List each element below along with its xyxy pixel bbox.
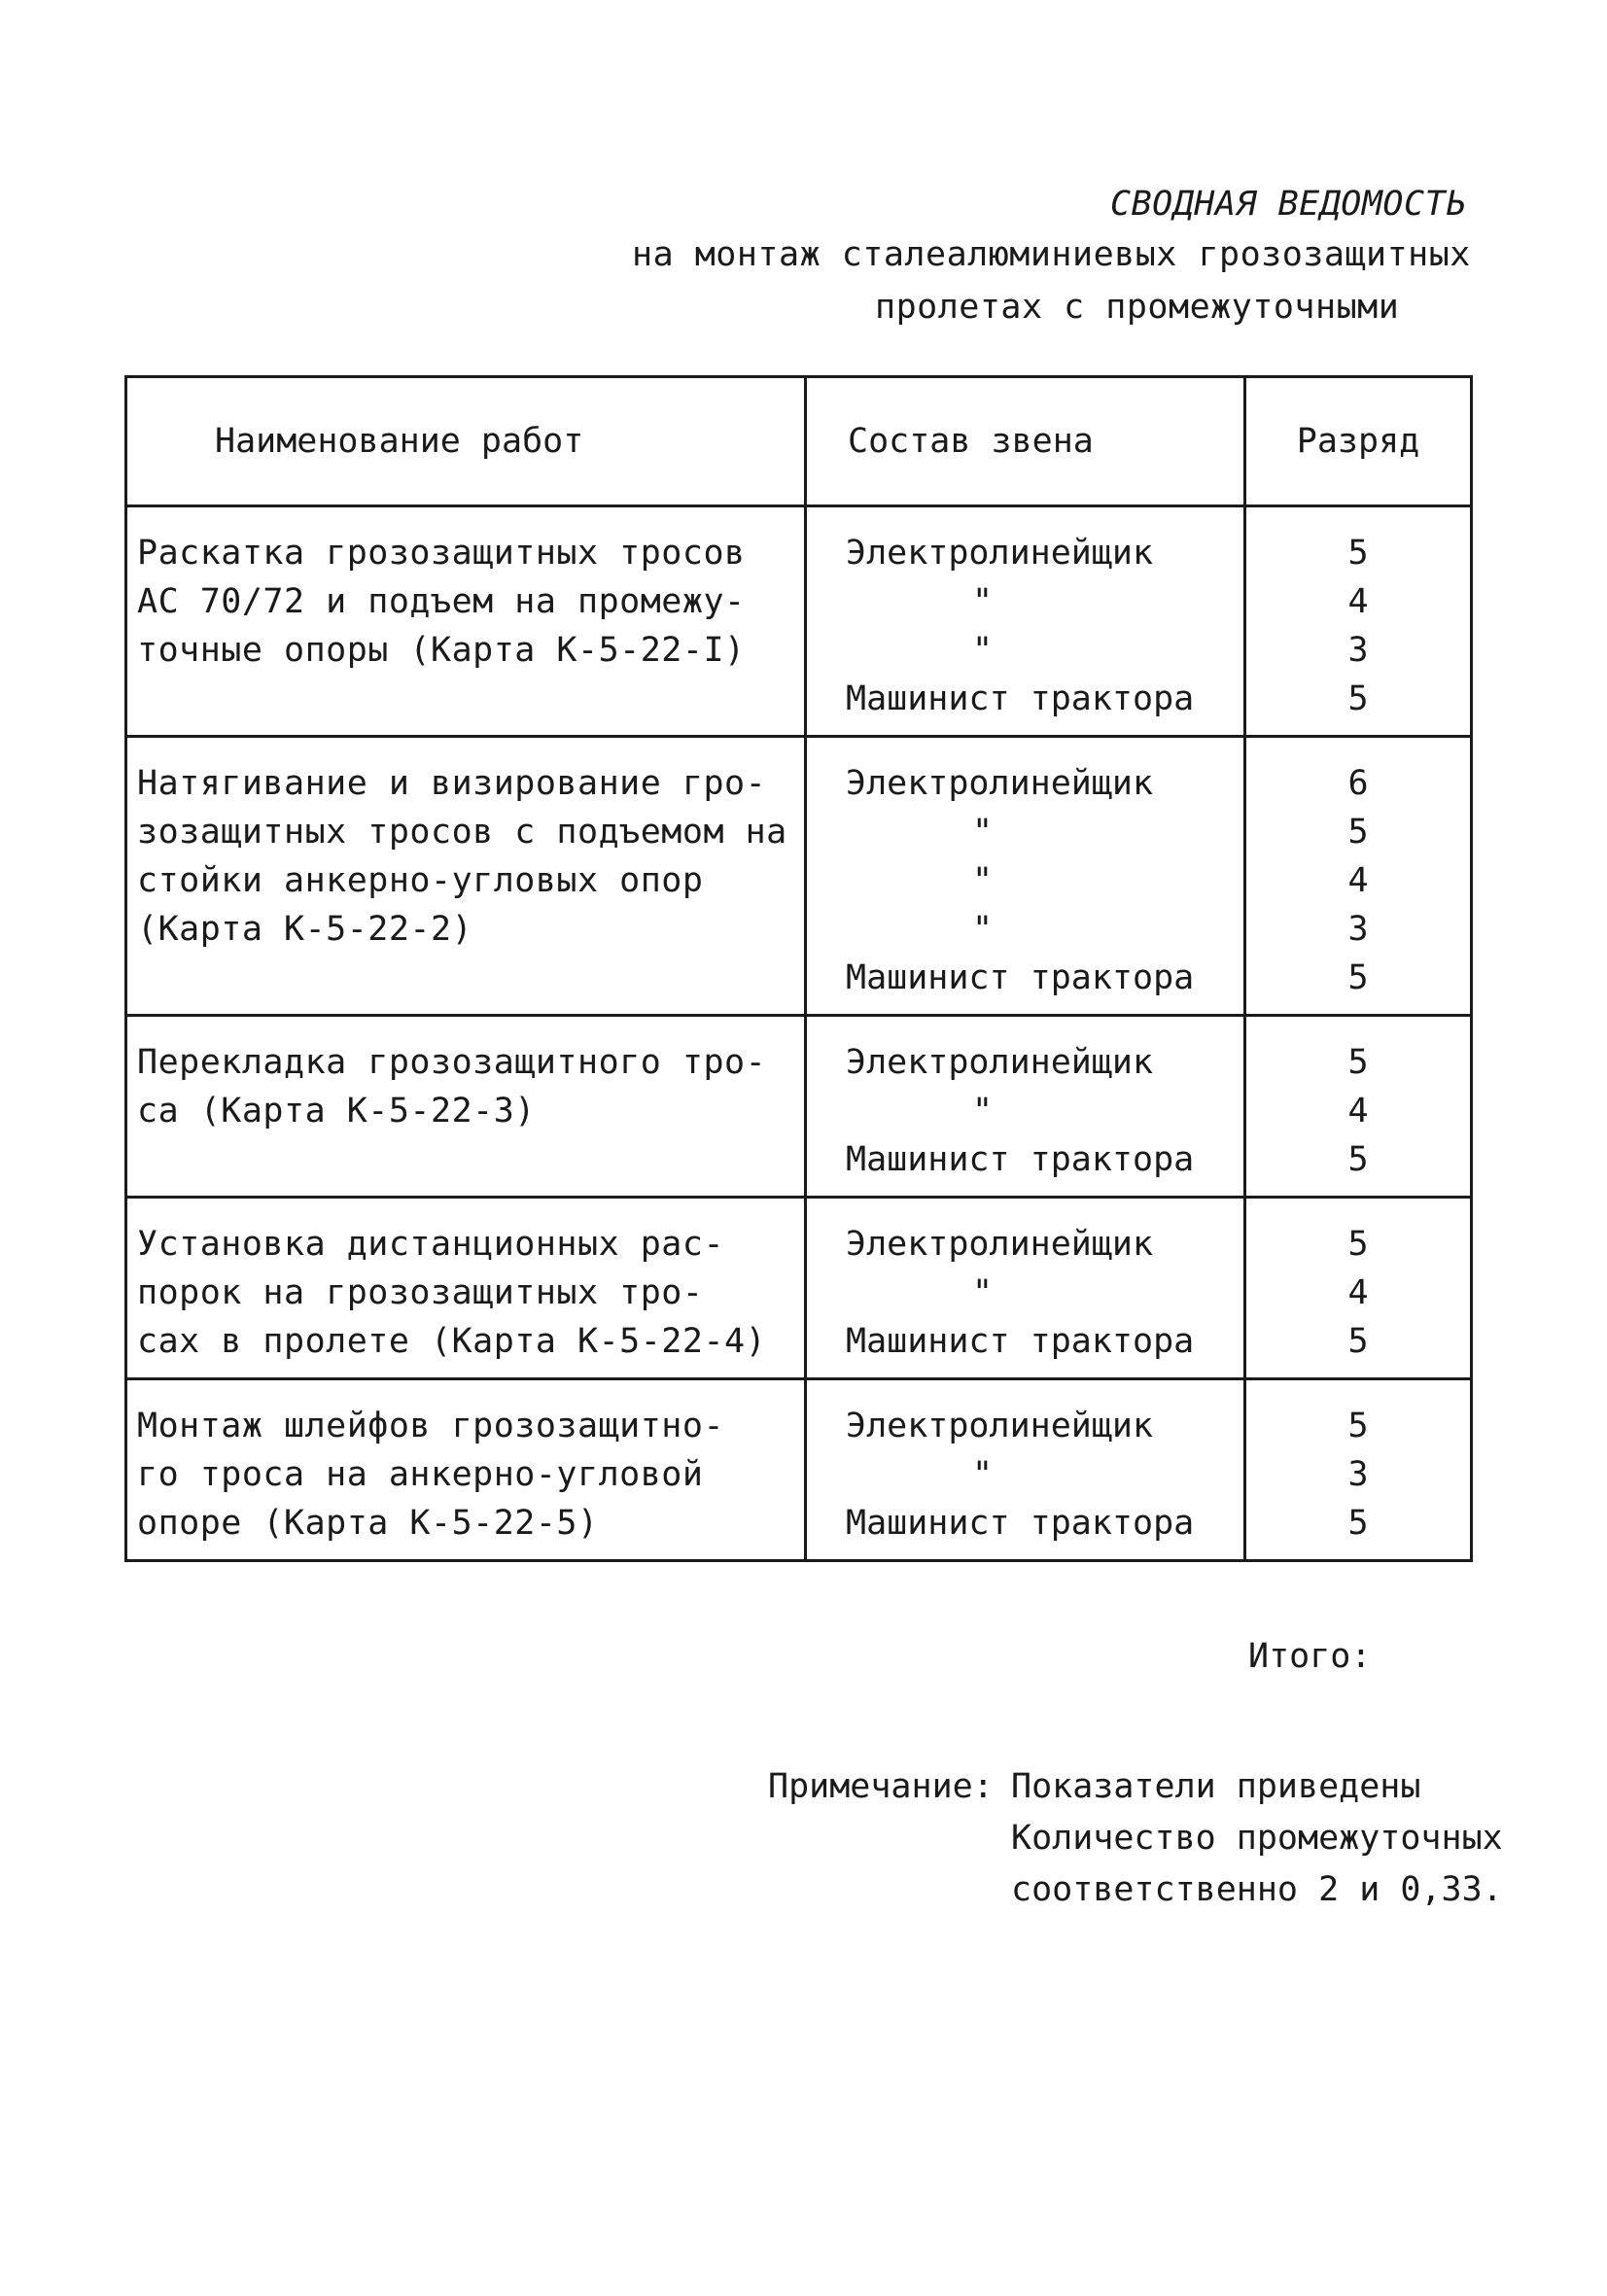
grade-value: 4 bbox=[1347, 582, 1369, 621]
grade-value: 5 bbox=[1347, 679, 1369, 718]
grade-value: 5 bbox=[1347, 1140, 1369, 1179]
header-crew: Состав звена bbox=[806, 377, 1245, 506]
work-name-line: сах в пролете (Карта К-5-22-4) bbox=[137, 1322, 767, 1361]
crew-cell bbox=[806, 1198, 1245, 1379]
grade-cell bbox=[1245, 737, 1472, 1016]
grade-cell bbox=[1245, 1379, 1472, 1561]
ditto-mark: " bbox=[972, 631, 994, 670]
grade-value: 5 bbox=[1347, 1322, 1369, 1361]
ditto-mark: " bbox=[972, 1455, 994, 1494]
grade-value: 6 bbox=[1347, 764, 1369, 803]
crew-member: Машинист трактора bbox=[846, 679, 1195, 718]
work-name-line: порок на грозозащитных тро- bbox=[137, 1273, 704, 1312]
work-name-cell bbox=[126, 1379, 806, 1561]
ditto-mark: " bbox=[972, 910, 994, 949]
grade-value: 5 bbox=[1347, 813, 1369, 852]
work-name-line: опоре (Карта К-5-22-5) bbox=[137, 1504, 599, 1543]
work-name-line: са (Карта К-5-22-3) bbox=[137, 1092, 536, 1131]
work-name-cell bbox=[126, 737, 806, 1016]
table-row bbox=[126, 506, 1472, 737]
note-line-3: соответственно 2 и 0,33. bbox=[1011, 1870, 1503, 1909]
work-name-line: зозащитных тросов с подъемом на bbox=[137, 813, 787, 852]
crew-member: Машинист трактора bbox=[846, 1322, 1195, 1361]
ditto-mark: " bbox=[972, 1092, 994, 1131]
crew-member: Электролинейщик bbox=[846, 534, 1154, 573]
grade-value: 5 bbox=[1347, 1407, 1369, 1445]
table-header-row bbox=[126, 377, 1472, 506]
work-name-line: Перекладка грозозащитного тро- bbox=[137, 1043, 767, 1082]
table-body bbox=[126, 506, 1472, 1561]
title-line-2: на монтаж сталеалюминиевых грозозащитных bbox=[632, 235, 1471, 274]
work-name-line: го троса на анкерно-угловой bbox=[137, 1455, 704, 1494]
work-name-line: (Карта К-5-22-2) bbox=[137, 910, 473, 949]
work-name-line: точные опоры (Карта К-5-22-I) bbox=[137, 631, 746, 670]
title-line-3: пролетах с промежуточными bbox=[875, 288, 1400, 327]
crew-member: Машинист трактора bbox=[846, 1504, 1195, 1543]
ditto-mark: " bbox=[972, 582, 994, 621]
crew-member: Машинист трактора bbox=[846, 1140, 1195, 1179]
summary-table bbox=[124, 375, 1473, 1562]
grade-value: 3 bbox=[1347, 1455, 1369, 1494]
header-grade: Разряд bbox=[1245, 377, 1472, 506]
work-name-cell bbox=[126, 1198, 806, 1379]
crew-member: Электролинейщик bbox=[846, 1043, 1154, 1082]
grade-value: 3 bbox=[1347, 631, 1369, 670]
table-row bbox=[126, 737, 1472, 1016]
note-label: Примечание: bbox=[768, 1767, 994, 1806]
grade-cell bbox=[1245, 1198, 1472, 1379]
work-name-line: Установка дистанционных рас- bbox=[137, 1225, 725, 1264]
grade-value: 5 bbox=[1347, 1043, 1369, 1082]
grade-value: 5 bbox=[1347, 1504, 1369, 1543]
crew-member: Электролинейщик bbox=[846, 1407, 1154, 1445]
crew-member: Электролинейщик bbox=[846, 764, 1154, 803]
grade-value: 5 bbox=[1347, 534, 1369, 573]
grade-value: 3 bbox=[1347, 910, 1369, 949]
table-row bbox=[126, 1198, 1472, 1379]
grade-value: 4 bbox=[1347, 1273, 1369, 1312]
table-row bbox=[126, 1379, 1472, 1561]
crew-cell bbox=[806, 737, 1245, 1016]
crew-cell bbox=[806, 1379, 1245, 1561]
title-line-1: СВОДНАЯ ВЕДОМОСТЬ bbox=[1110, 185, 1467, 224]
work-name-line: Раскатка грозозащитных тросов bbox=[137, 534, 746, 573]
grade-value: 4 bbox=[1347, 861, 1369, 900]
crew-cell bbox=[806, 1016, 1245, 1198]
header-work-name: Наименование работ bbox=[126, 377, 806, 506]
ditto-mark: " bbox=[972, 813, 994, 852]
work-name-line: Монтаж шлейфов грозозащитно- bbox=[137, 1407, 725, 1445]
grade-cell bbox=[1245, 506, 1472, 737]
grade-value: 5 bbox=[1347, 958, 1369, 997]
work-name-cell bbox=[126, 506, 806, 737]
ditto-mark: " bbox=[972, 861, 994, 900]
ditto-mark: " bbox=[972, 1273, 994, 1312]
work-name-line: стойки анкерно-угловых опор bbox=[137, 861, 704, 900]
grade-value: 4 bbox=[1347, 1092, 1369, 1131]
work-name-cell bbox=[126, 1016, 806, 1198]
work-name-line: Натягивание и визирование гро- bbox=[137, 764, 767, 803]
crew-member: Машинист трактора bbox=[846, 958, 1195, 997]
total-label: Итого: bbox=[1248, 1637, 1372, 1676]
crew-member: Электролинейщик bbox=[846, 1225, 1154, 1264]
note-line-2: Количество промежуточных bbox=[1011, 1819, 1503, 1858]
note-block bbox=[768, 1761, 1503, 1916]
crew-cell bbox=[806, 506, 1245, 737]
grade-cell bbox=[1245, 1016, 1472, 1198]
grade-value: 5 bbox=[1347, 1225, 1369, 1264]
work-name-line: АС 70/72 и подъем на промежу- bbox=[137, 582, 746, 621]
table-row bbox=[126, 1016, 1472, 1198]
note-line-1: Показатели приведены bbox=[1011, 1767, 1421, 1806]
